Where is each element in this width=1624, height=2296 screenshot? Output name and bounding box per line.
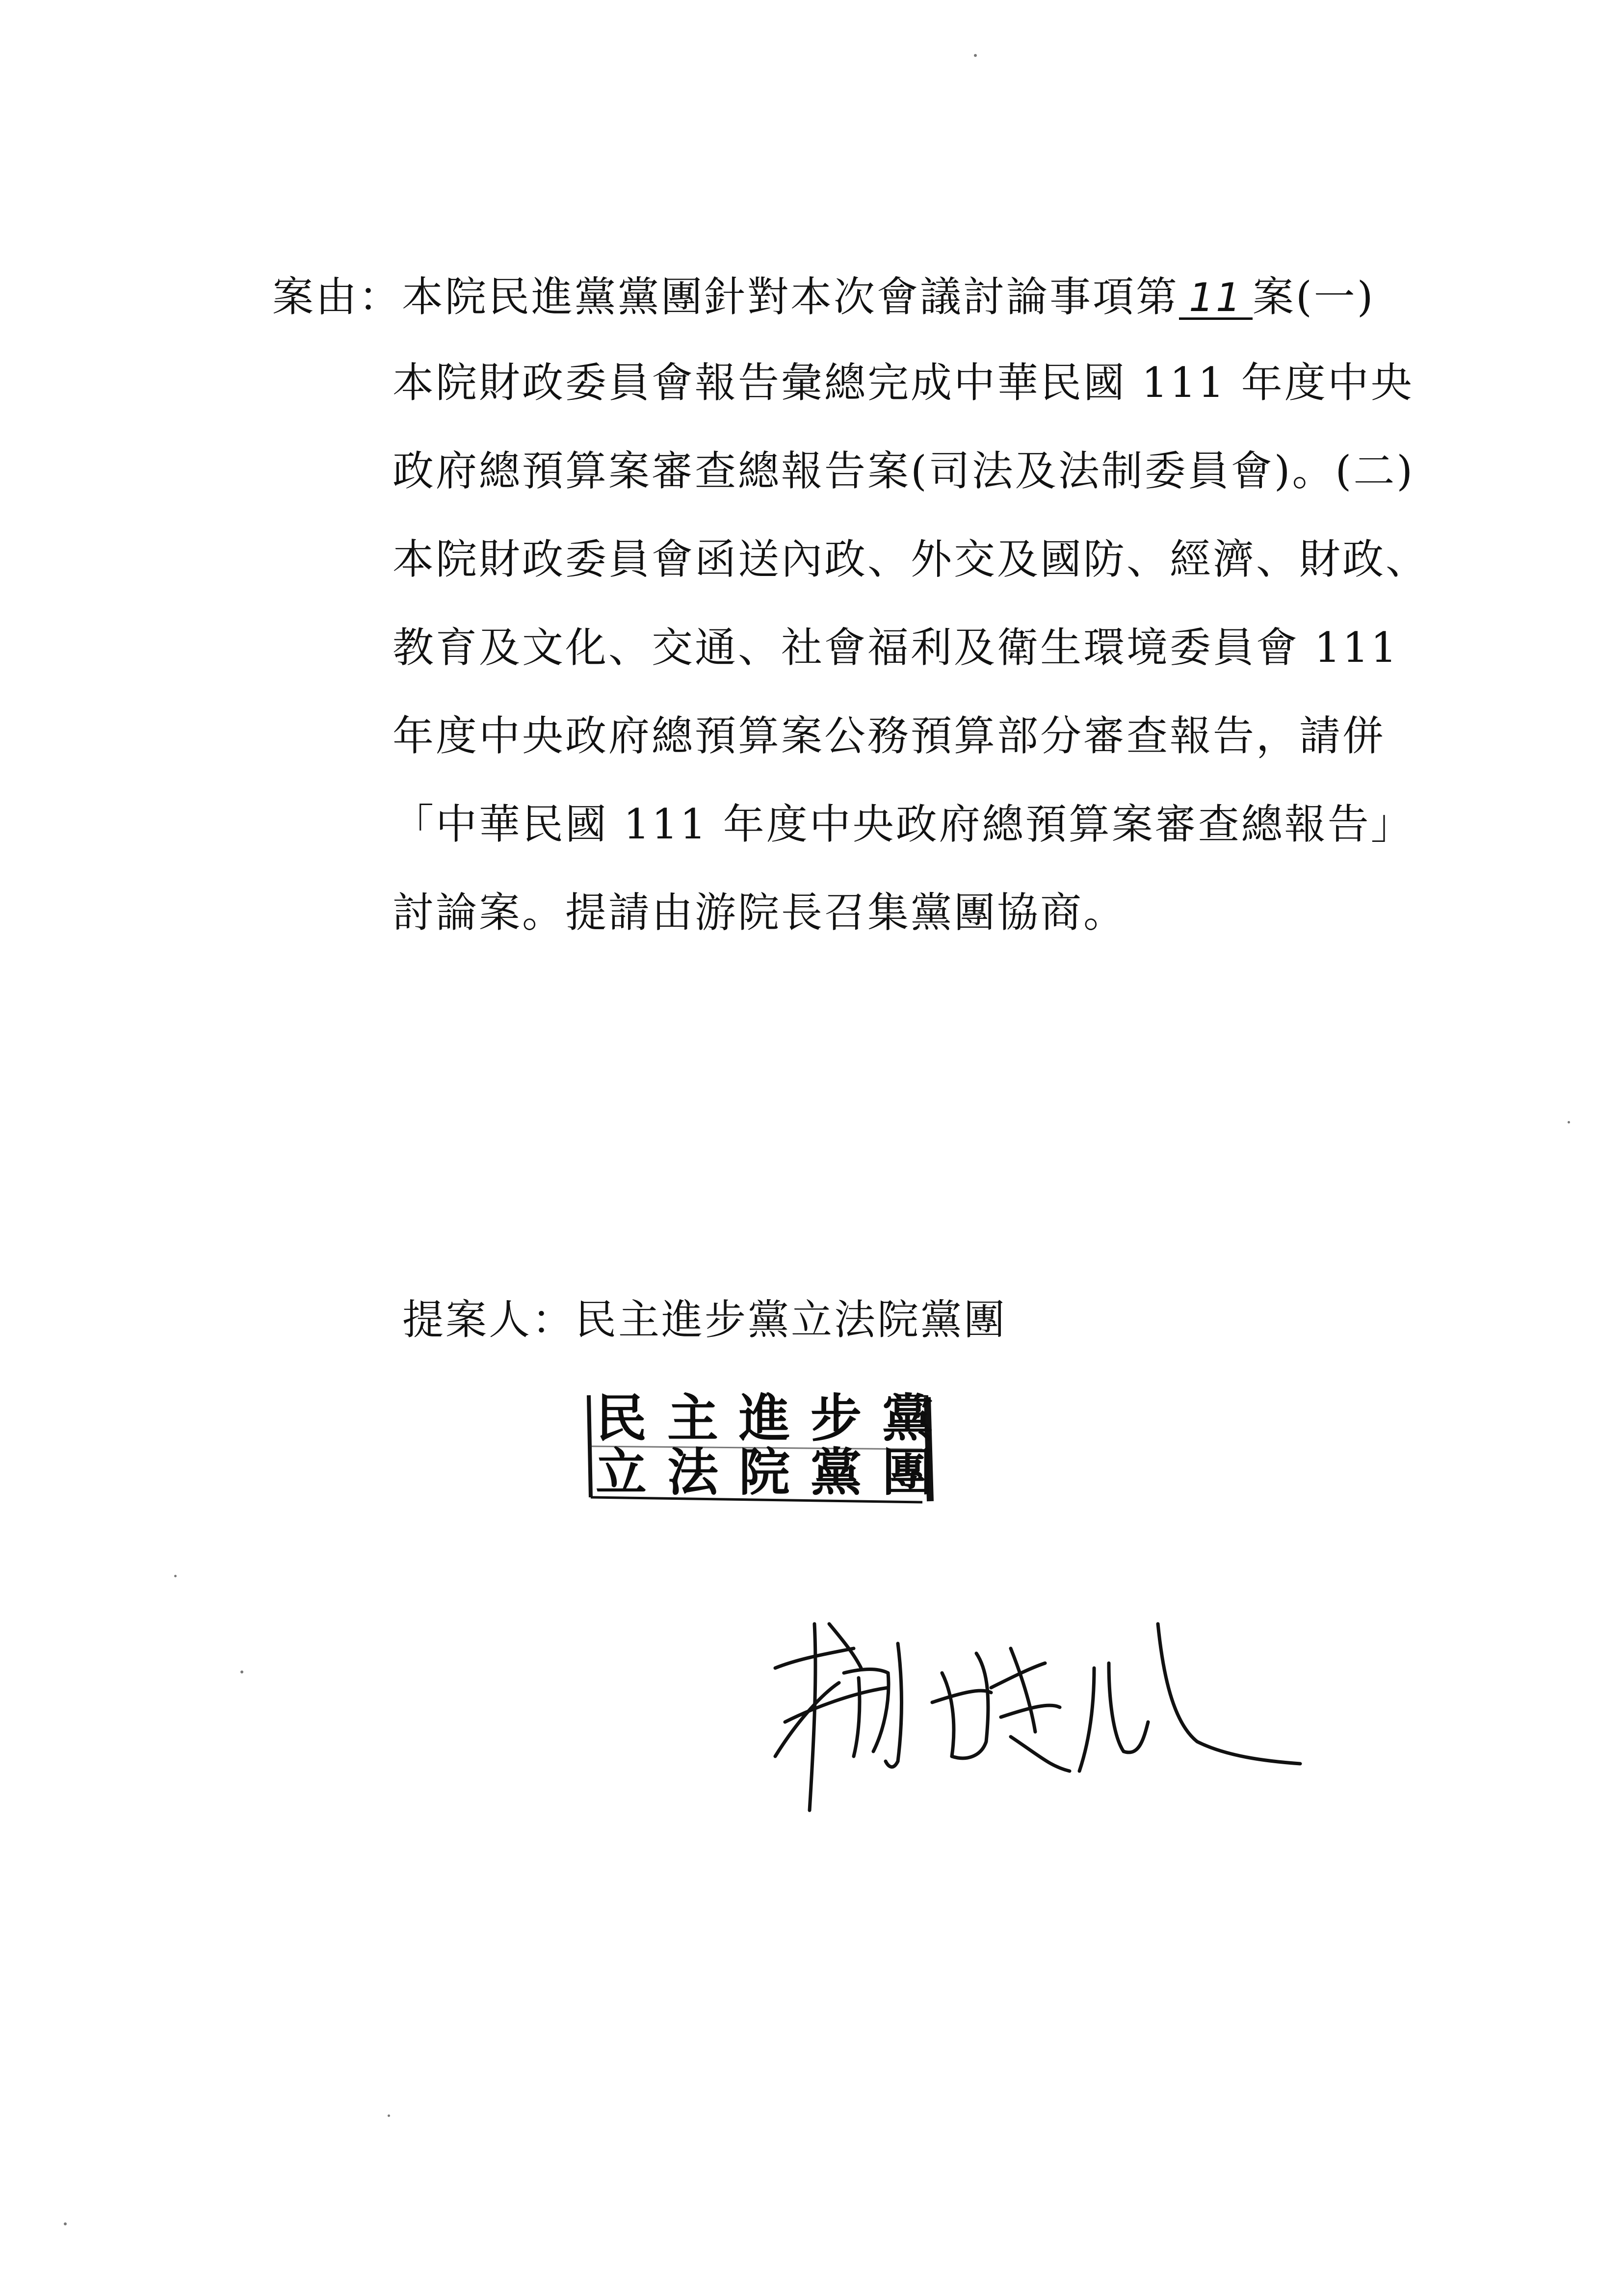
handwritten-signature <box>756 1594 1320 1840</box>
scan-speck <box>240 1670 243 1673</box>
case-line-3: 政府總預算案審查總報告案(司法及法制委員會)。(二) <box>393 447 1415 495</box>
case-line-7: 「中華民國 111 年度中央政府總預算案審查總報告」 <box>393 800 1414 848</box>
stamp-line-2: 立法院黨團 <box>596 1442 954 1502</box>
scan-speck <box>388 2114 390 2117</box>
proposer-name: 民主進步黨立法院黨團 <box>575 1296 1007 1344</box>
proposer-line <box>402 1295 1007 1344</box>
case-line-1 <box>272 272 1375 321</box>
case-line-4: 本院財政委員會函送內政、外交及國防、經濟、財政、 <box>393 535 1429 583</box>
case-line-5: 教育及文化、交通、社會福利及衛生環境委員會 111 <box>393 624 1399 672</box>
proposer-label: 提案人： <box>402 1296 576 1344</box>
case-line-8: 討論案。提請由游院長召集黨團協商。 <box>393 888 1127 937</box>
case-label: 案由： <box>272 273 402 321</box>
party-caucus-stamp <box>584 1388 954 1506</box>
scan-speck <box>1568 1121 1570 1123</box>
scan-speck <box>974 54 977 57</box>
case-line-1-before: 本院民進黨黨團針對本次會議討論事項第 <box>402 273 1179 321</box>
scan-speck <box>64 2222 67 2225</box>
case-line-2: 本院財政委員會報告彙總完成中華民國 111 年度中央 <box>393 359 1414 407</box>
stamp-line-1: 民主進步黨 <box>596 1388 954 1448</box>
case-number: 11 <box>1179 278 1253 320</box>
case-line-1-after: 案(一) <box>1253 273 1375 321</box>
scan-speck <box>174 1575 177 1577</box>
case-line-6: 年度中央政府總預算案公務預算部分審查報告，請併 <box>393 712 1386 760</box>
